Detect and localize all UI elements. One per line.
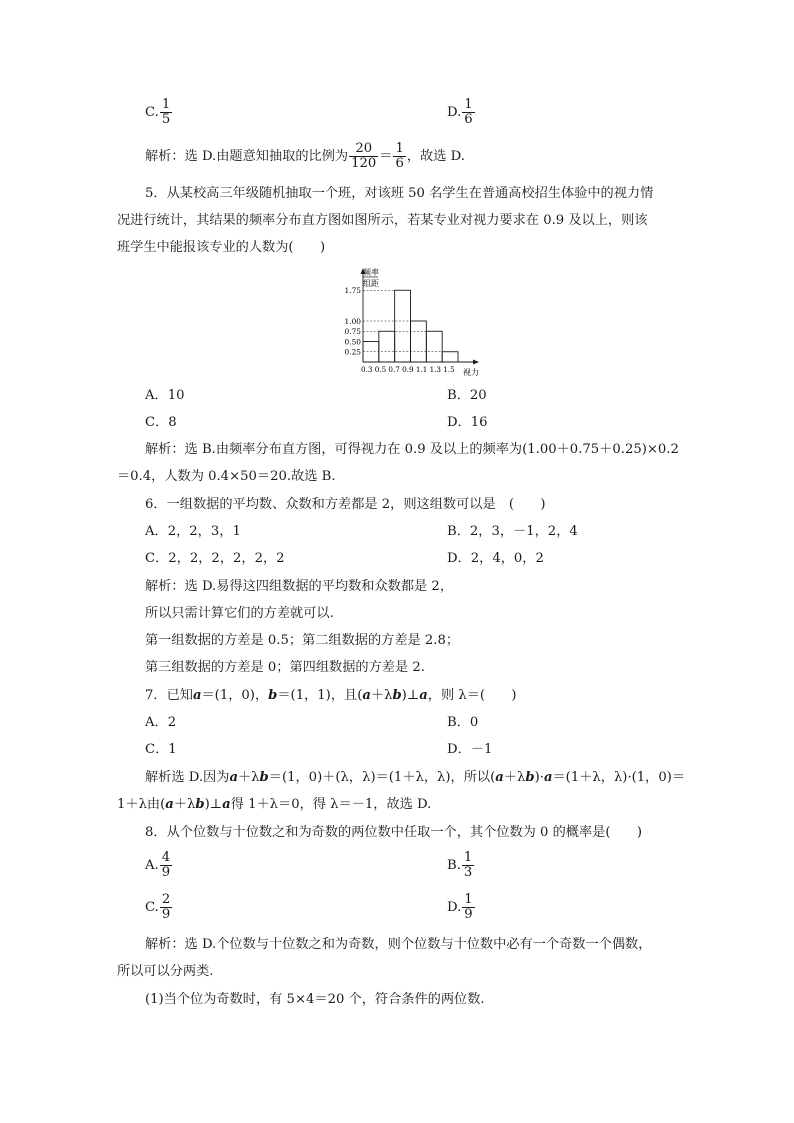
q4-solution: 解析：选 D.由题意知抽取的比例为 $\frac{20}{120}$ ＝ $\frac{1}{6}$ ，故选 D.	[145, 141, 465, 171]
x-axis-label: 视力	[463, 368, 479, 377]
option-label: A.	[145, 858, 159, 873]
q4-option-d	[447, 98, 476, 127]
q5-solution-line-1: 解析：选 B.由频率分布直方图，可得视力在 0.9 及以上的频率为(1.00＋0.75＋0.25)×0.2	[145, 442, 679, 457]
q5-solution-line-2: ＝0.4，人数为 0.4×50＝20.故选 B.	[117, 469, 336, 484]
q6-solution-line-3: 第一组数据的方差是 0.5；第二组数据的方差是 2.8；	[145, 633, 460, 648]
option-label: C.	[145, 105, 159, 120]
fraction: $\frac{1}{6}$	[395, 141, 404, 171]
q7-solution-line-2: 1＋λ由(a＋λb)⊥a得 1＋λ＝0，得 λ＝－1，故选 D.	[117, 797, 432, 812]
q6-stem: 6．一组数据的平均数、众数和方差都是 2，则这组数可以是 ( )	[145, 497, 546, 512]
y-tick-label-2: 0.50	[344, 337, 361, 347]
x-tick-labels: 0.3 0.5 0.7 0.9 1.1 1.3 1.5	[361, 365, 455, 374]
q7-option-b: B．0	[447, 715, 479, 730]
q6-option-b: B．2，3，－1，2，4	[447, 524, 578, 539]
q8-solution-line-2: 所以可以分两类.	[117, 964, 214, 979]
histogram-bar-6	[442, 352, 458, 362]
q8-option-a	[145, 851, 173, 880]
histogram-bar-4	[411, 321, 427, 362]
q7-option-c: C．1	[145, 742, 177, 757]
fraction: $\frac{1}{6}$	[464, 97, 473, 127]
y-tick-label-3: 0.75	[344, 327, 361, 337]
y-axis-label-bottom: 组距	[363, 279, 379, 288]
fraction: $\frac{1}{3}$	[463, 850, 473, 880]
fraction: $\frac{1}{9}$	[464, 892, 473, 922]
q8-solution-line-3: (1)当个位为奇数时，有 5×4＝20 个，符合条件的两位数.	[145, 992, 485, 1007]
fraction: $\frac{1}{5}$	[161, 97, 171, 127]
x-axis-arrow	[473, 360, 479, 365]
q5-option-b: B．20	[447, 388, 487, 403]
option-label: D.	[447, 900, 462, 915]
q8-option-d	[447, 893, 476, 922]
fraction: $\frac{4}{9}$	[161, 850, 171, 880]
histogram-y-ticks	[345, 286, 362, 357]
q6-solution-line-1: 解析：选 D.易得这四组数据的平均数和众数都是 2，	[145, 579, 454, 594]
q6-solution-line-2: 所以只需计算它们的方差就可以.	[145, 606, 334, 621]
histogram-x-ticks	[361, 365, 455, 374]
q7-option-d: D．－1	[447, 742, 493, 757]
fraction: $\frac{2}{9}$	[161, 892, 171, 922]
q5-option-a: A．10	[145, 388, 185, 403]
q5-stem-line-3: 班学生中能报该专业的人数为( )	[117, 240, 326, 255]
histogram-bars	[363, 290, 458, 362]
q8-solution-line-1: 解析：选 D.个位数与十位数之和为奇数，则个位数与十位数中必有一个奇数一个偶数，	[145, 937, 652, 952]
histogram-guides	[363, 290, 442, 352]
q8-option-c	[145, 893, 173, 922]
q7-option-a: A．2	[145, 715, 177, 730]
q6-option-c: C．2，2，2，2，2，2	[145, 551, 285, 566]
y-axis-label-top: 频率	[363, 268, 379, 277]
option-label: D.	[447, 105, 462, 120]
vision-histogram	[336, 266, 486, 382]
q4-option-c	[145, 98, 173, 127]
q5-option-c: C．8	[145, 415, 177, 430]
q5-stem-line-2: 况进行统计，其结果的频率分布直方图如图所示，若某专业对视力要求在 0.9 及以上，则该	[117, 213, 648, 228]
q7-solution-line-1: 解析选 D.因为a＋λb＝(1，0)＋(λ，λ)＝(1＋λ，λ)，所以(a＋λb)·a＝(1＋λ，λ)·(1，0)＝	[145, 770, 686, 785]
q7-stem: 7．已知a＝(1，0)，b＝(1，1)，且(a＋λb)⊥a，则 λ＝( )	[145, 688, 517, 703]
q5-stem-line-1: 5．从某校高三年级随机抽取一个班，对该班 50 名学生在普通高校招生体验中的视力情	[145, 186, 654, 201]
fraction: $\frac{20}{120}$	[351, 141, 377, 171]
y-tick-label-4: 1.00	[344, 316, 361, 326]
histogram-bar-5	[426, 331, 442, 362]
q8-stem: 8．从个位数与十位数之和为奇数的两位数中任取一个，其个位数为 0 的概率是( )	[145, 825, 643, 840]
q6-option-a: A．2，2，3，1	[145, 524, 241, 539]
y-tick-label-1: 0.25	[344, 347, 361, 357]
histogram-bar-2	[379, 331, 395, 362]
y-tick-label-5: 1.75	[344, 286, 361, 296]
q8-option-b	[447, 851, 475, 880]
option-label: B.	[447, 858, 461, 873]
q5-option-d: D．16	[447, 415, 488, 430]
q6-option-d: D．2，4，0，2	[447, 551, 544, 566]
option-label: C.	[145, 900, 159, 915]
histogram-bar-3	[395, 290, 411, 362]
q6-solution-line-4: 第三组数据的方差是 0；第四组数据的方差是 2.	[145, 660, 425, 675]
